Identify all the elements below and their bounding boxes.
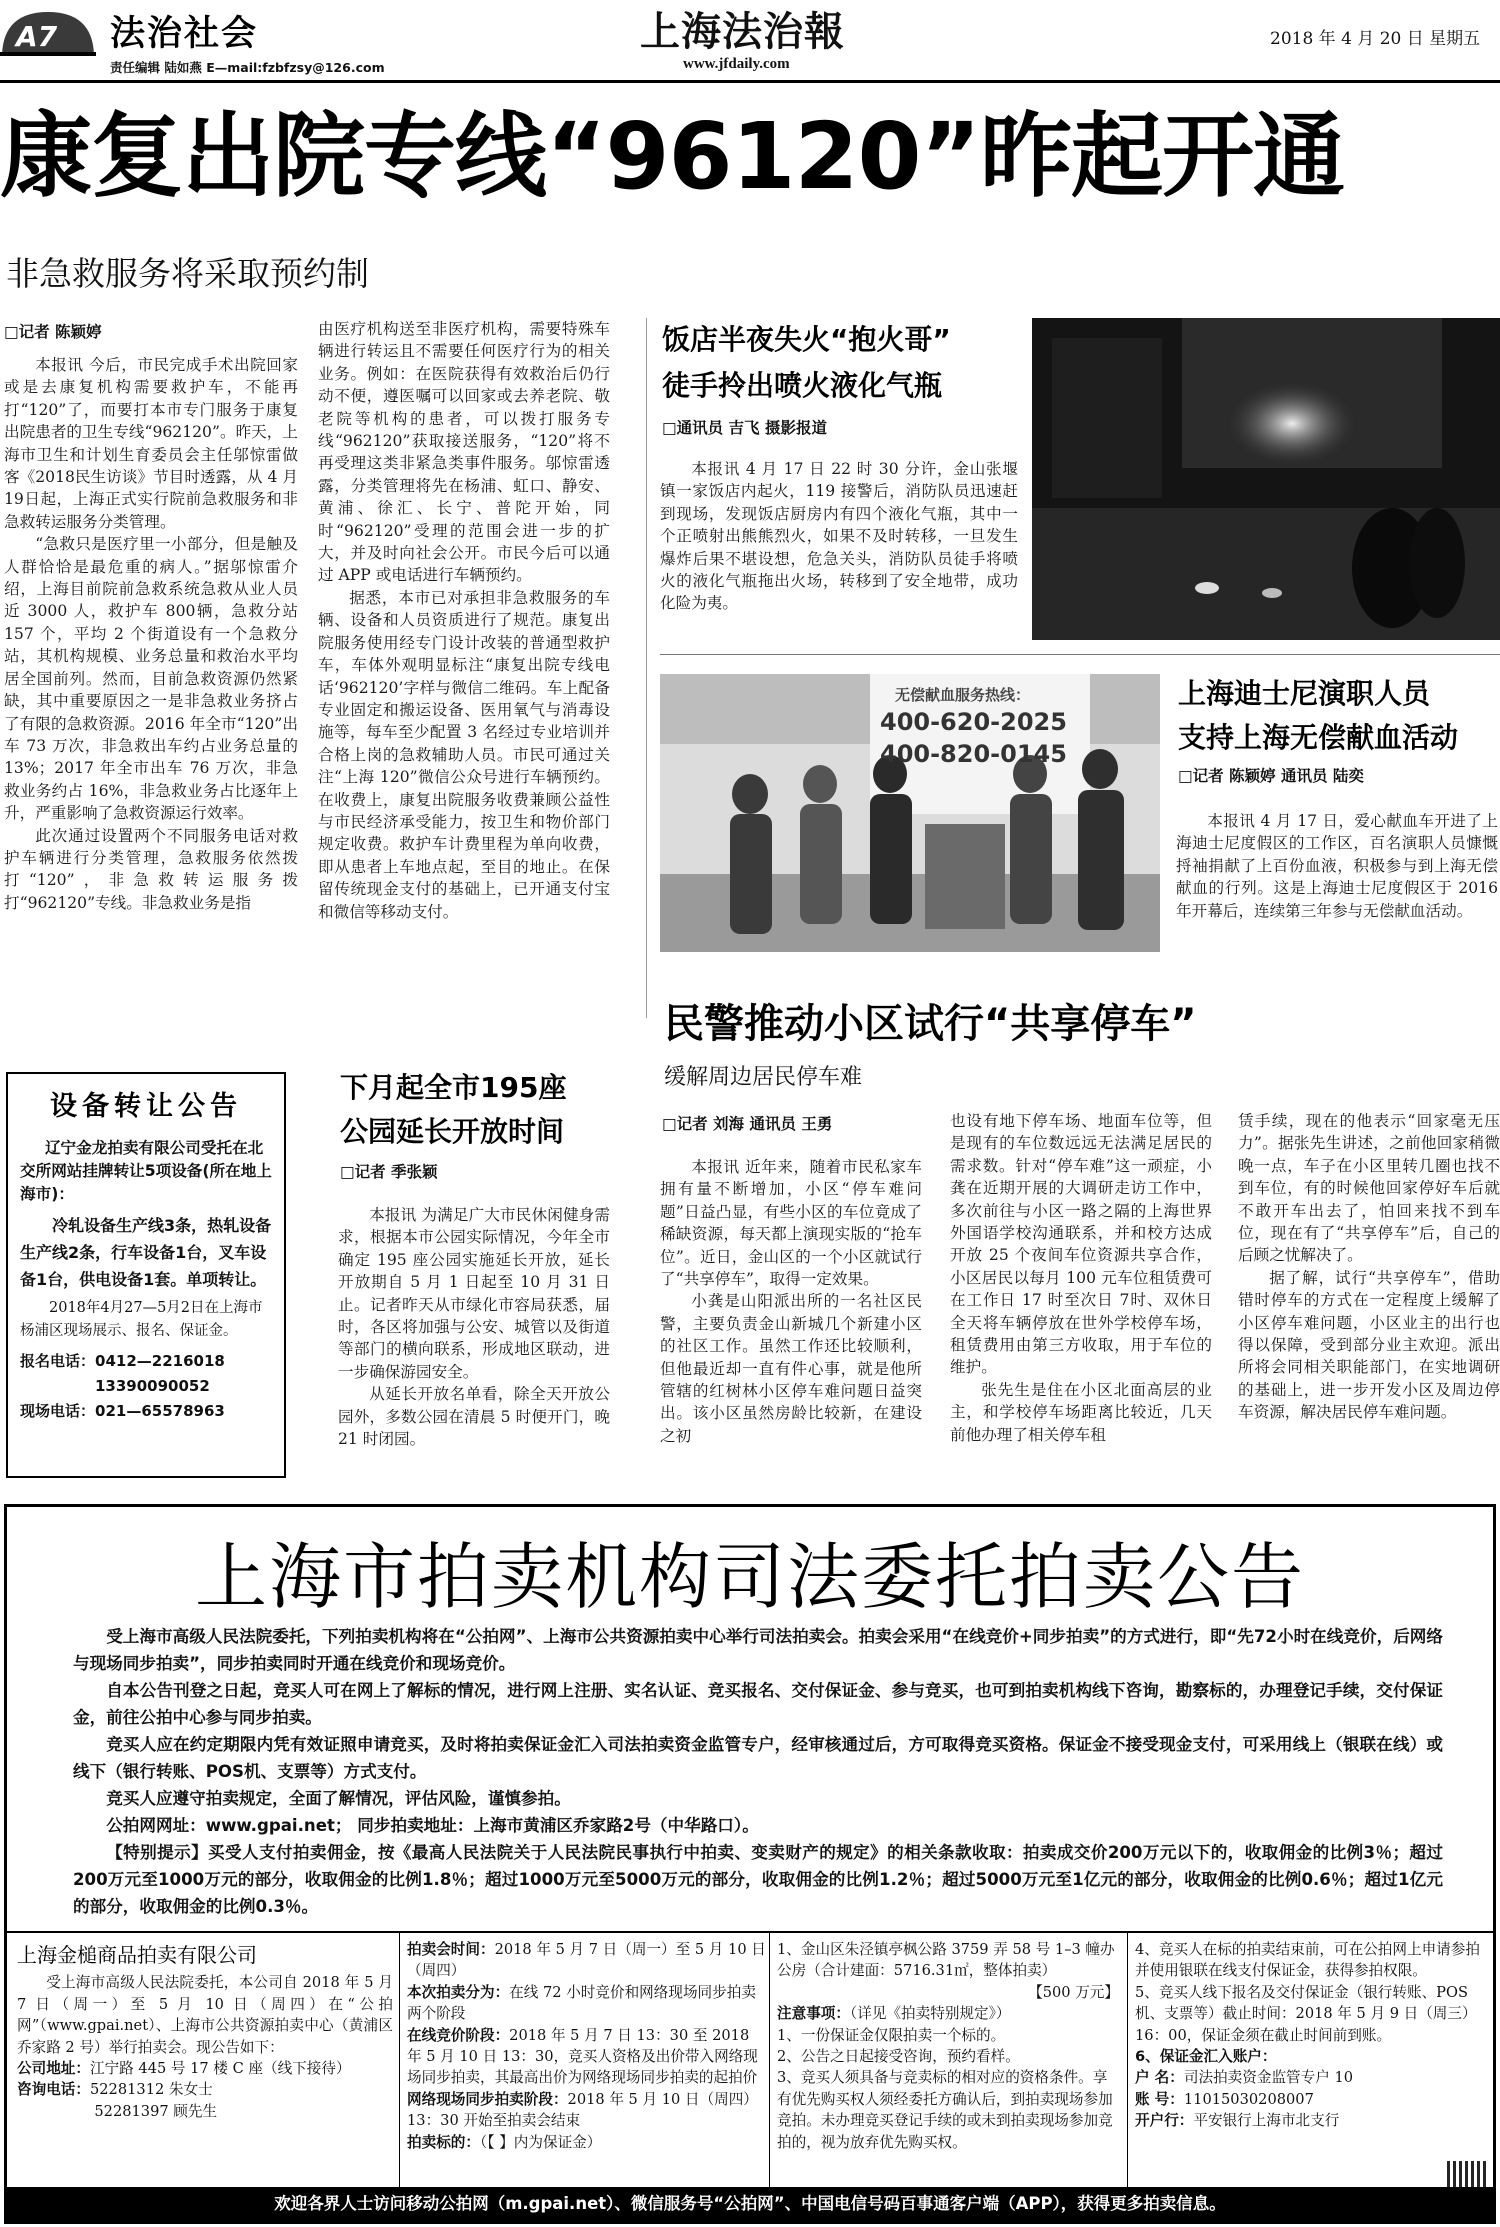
page-badge bbox=[0, 4, 96, 60]
auction-col-divider bbox=[769, 1933, 770, 2187]
auction-deposit: 【500 万元】 bbox=[1028, 1983, 1119, 2001]
lead-para: 此次通过设置两个不同服务电话对救护车辆进行分类管理，急救服务依然拨打“120”，非急救转运服务拨打“962120”专线。非急救业务是指 bbox=[4, 826, 298, 912]
auction-c2-item: 拍卖会时间：2018 年 5 月 7 日（周一）至 5 月 10 日（周四） bbox=[407, 1941, 766, 1980]
company-body: 受上海市高级人民法院委托，本公司自 2018 年 5 月 7 日（周一）至 5 月 10 日（周四）在“公拍网”（www.gpai.net）、上海市公共资源拍卖中心（黄浦区乔家路 2 号）举行拍卖会。现公告如下： bbox=[17, 1974, 393, 2056]
fire-headline-2: 徒手拎出喷火液化气瓶 bbox=[662, 369, 943, 402]
blood-para: 本报讯 4 月 17 日，爱心献血车开进了上海迪士尼度假区的工作区，百名演职人员慷慨捋袖捐献了上百份血液，积极参与到上海无偿献血的行列。这是上海迪士尼度假区于 2016 年开幕后，连续第三年参与无偿献血活动。 bbox=[1176, 812, 1498, 920]
park-body bbox=[338, 1204, 610, 1450]
acct-title: 6、保证金汇入账户： bbox=[1135, 2048, 1277, 2066]
share-para: 小龚是山阳派出所的一名社区民警，主要负责金山新城几个新建小区的社区工作。虽然工作还比较顺利，但他最近却一直有件心事，就是他所管辖的红树林小区停车难问题日益突出。该小区虽然房龄比较新，在建设之初 bbox=[660, 1292, 922, 1445]
acct-row: 账 号：11015030208007 bbox=[1135, 2090, 1314, 2108]
section-title: 法治社会 bbox=[110, 14, 259, 54]
auction-c3-item: 3、竞买人须具备与竞卖标的相对应的资格条件。享有优先购买权人须经委托方确认后，到拍卖现场参加竞拍。未办理竞买登记手续的或未到拍卖现场参加竞拍的，视为放弃优先购买权。 bbox=[777, 2069, 1113, 2151]
share-col-2 bbox=[950, 1110, 1212, 1446]
auction-footer-text: 欢迎各界人士访问移动公拍网（m.gpai.net）、微信服务号“公拍网”、中国电信号码百事通客户端（APP），获得更多拍卖信息。 bbox=[274, 2194, 1226, 2213]
park-byline: □记者 季张颖 bbox=[340, 1163, 438, 1181]
auction-para: 竞买人应在约定期限内凭有效证照申请竞买，及时将拍卖保证金汇入司法拍卖资金监管专户，经审核通过后，方可取得竞买资格。保证金不接受现金支付，可采用线上（银联在线）或线下（银行转账、POS机、支票等）方式支付。 bbox=[73, 1735, 1443, 1781]
note: （详见《拍卖特别规定》） bbox=[849, 2005, 1011, 2023]
column-divider bbox=[646, 318, 647, 1018]
acct-row: 开户行：平安银行上海市北支行 bbox=[1135, 2112, 1340, 2130]
sign-text-2: 400-620-2025 bbox=[880, 708, 1067, 736]
fire-para: 本报讯 4 月 17 日 22 时 30 分许，金山张堰镇一家饭店内起火，119 接警后，消防队员迅速赶到现场，发现饭店厨房内有四个液化气瓶，其中一个正喷射出熊熊烈火，如果不及时转移，一旦发生爆炸后果不堪设想，危急关头，消防队员徒手将喷火的液化气瓶拖出火场，转移到了安全地带，成功化险为夷。 bbox=[660, 460, 1018, 613]
section-divider bbox=[660, 654, 1500, 655]
issue-date: 2018 年 4 月 20 日 星期五 bbox=[1270, 29, 1481, 49]
auction-c2-item: 网络现场同步拍卖阶段：2018 年 5 月 10 日（周四）13：30 开始至拍卖会结束 bbox=[407, 2090, 758, 2130]
auction-notice bbox=[4, 1504, 1496, 2224]
auction-col-1 bbox=[17, 1939, 393, 2122]
share-subhead: 缓解周边居民停车难 bbox=[664, 1065, 863, 1090]
auction-para: 自本公告刊登之日起，竞买人可在网上了解标的情况，进行网上注册、实名认证、竞买报名、交付保证金、参与竞买，也可到拍卖机构线下咨询，勘察标的，办理登记手续，交付保证金，前往公拍中心参与同步拍卖。 bbox=[73, 1681, 1443, 1727]
share-byline: □记者 刘海 通讯员 王勇 bbox=[662, 1115, 833, 1133]
editor-line: 责任编辑 陆如燕 E—mail:fzbfzsy@126.com bbox=[110, 60, 385, 75]
auction-col-divider bbox=[1127, 1933, 1128, 2187]
park-para: 从延长开放名单看，除全天开放公园外，多数公园在清晨 5 时便开门，晚 21 时闭园。 bbox=[338, 1385, 610, 1449]
share-headline: 民警推动小区试行“共享停车” bbox=[664, 1001, 1197, 1047]
auction-title: 上海市拍卖机构司法委托拍卖公告 bbox=[194, 1535, 1305, 1619]
auction-c2-item: 拍卖标的：（【 】内为保证金） bbox=[407, 2133, 602, 2151]
lead-para: 据悉，本市已对承担非急救服务的车辆、设备和人员资质进行了规范。康复出院服务使用经专门设计改装的普通型救护车，车体外观明显标注“康复出院专线电话‘962120’字样与微信二维码。车上配备专业固定和搬运设备、医用氧气与消毒设施等，每车至少配置 3 名经过专业培训并合格上岗的急救辅助人员。市民可通过关注“上海 120”微信公众号进行车辆预约。在收费上，康复出院服务收费兼顾公益性与市民经济承受能力，按卫生和物价部门规定收费。救护车计费里程为单向收费，即从患者上车地点起，至目的地止。在保留传统现金支付的基础上，已开通支付宝和微信等移动支付。 bbox=[318, 588, 610, 921]
equip-site-phone[interactable]: 021—65578963 bbox=[95, 1402, 225, 1420]
tel-1[interactable]: 52281312 朱女士 bbox=[89, 2081, 213, 2099]
lead-para: “急救只是医疗里一小部分，但是触及人群恰恰是最危重的病人。”据邬惊雷介绍，上海目前院前急救系统急救从业人员近 3000 人，救护车 800辆，急救分站 157 个，平均 2 个街道设有一个急救分站，其机构规模、业务总量和救治水平均居全国前列。然而，目前急救资源仍然紧缺，其中重要原因之一是非急救业务挤占了有限的急救资源。2016 年全市“120”出车 73 万次，非急救出车约占业务总量的 13%；2017 年全市出车 76 万次，非急救业务约占 16%，非急救业务占比逐年上升，严重影响了急救资源运行效率。 bbox=[4, 535, 298, 823]
blood-photo bbox=[660, 674, 1160, 952]
lead-col-1 bbox=[4, 354, 298, 914]
equip-site-label: 现场电话： bbox=[20, 1402, 96, 1420]
masthead-rule bbox=[0, 80, 1500, 83]
fire-scene-image bbox=[1032, 318, 1500, 640]
auction-c3-item: 2、公告之日起接受咨询，预约看样。 bbox=[777, 2048, 1020, 2066]
auction-col-2 bbox=[407, 1939, 767, 2153]
fire-photo bbox=[1032, 318, 1500, 640]
equip-phone-1[interactable]: 0412—2216018 bbox=[95, 1352, 225, 1370]
auction-para: 公拍网网址：www.gpai.net； 同步拍卖地址：上海市黄浦区乔家路2号（中华路口）。 bbox=[106, 1816, 759, 1835]
auction-para: 【特别提示】买受人支付拍卖佣金，按《最高人民法院关于人民法院民事执行中拍卖、变卖财产的规定》的相关条款收取：拍卖成交价200万元以下的，收取佣金的比例3％；超过200万元至1000万元的部分，收取佣金的比例1.8％；超过1000万元至5000万元的部分，收取佣金的比例1.2％；超过5000万元至1亿元的部分，收取佣金的比例0.6％；超过1亿元的部分，收取佣金的比例0.3％。 bbox=[73, 1843, 1443, 1916]
equip-normal: 2018年4月27—5月2日在上海市杨浦区现场展示、报名、保证金。 bbox=[20, 1300, 263, 1339]
auction-c2-item: 本次拍卖分为：在线 72 小时竞价和网络现场同步拍卖两个阶段 bbox=[407, 1983, 756, 2023]
auction-para: 受上海市高级人民法院委托，下列拍卖机构将在“公拍网”、上海市公共资源拍卖中心举行司法拍卖会。拍卖会采用“在线竞价+同步拍卖”的方式进行，即“先72小时在线竞价，后网络与现场同步拍卖”，同步拍卖同时开通在线竞价和现场竞价。 bbox=[73, 1627, 1443, 1673]
acct-row: 户 名：司法拍卖资金监管专户 10 bbox=[1135, 2069, 1354, 2087]
lead-subhead: 非急救服务将采取预约制 bbox=[6, 254, 369, 293]
share-para: 本报讯 近年来，随着市民私家车拥有量不断增加，小区“停车难问题”日益凸显，有些小区的车位竟成了稀缺资源，每天都上演现实版的“抢车位”。近日，金山区的一个小区就试行了“共享停车”，取得一定效果。 bbox=[660, 1158, 922, 1289]
lead-para: 本报讯 今后，市民完成手术出院回家或是去康复机构需要救护车，不能再打“120”了，而要打本市专门服务于康复出院患者的卫生专线“962120”。昨天，上海市卫生和计划生育委员会主任邬惊雷做客《2018民生访谈》节目时透露，从 4 月 19日起，上海正式实行院前急救服务和非急救转运服务分类管理。 bbox=[4, 356, 298, 531]
company-name: 上海金槌商品拍卖有限公司 bbox=[17, 1943, 257, 1967]
share-col-1 bbox=[660, 1156, 922, 1447]
paper-url[interactable]: www.jfdaily.com bbox=[683, 56, 790, 72]
blood-headline-1: 上海迪士尼演职人员 bbox=[1178, 677, 1431, 710]
auction-footer bbox=[7, 2187, 1493, 2221]
addr-label: 公司地址： bbox=[17, 2060, 90, 2078]
park-para: 本报讯 为满足广大市民休闲健身需求，根据本市公园实际情况，今年全市确定 195 座公园实施延长开放，延长开放期自 5 月 1 日起至 10 月 31 日止。记者昨天从市绿化市容局获悉，届时，各区将加强与公安、城管以及街道等部门的横向联系，形成地区联动，进一步确保游园安全。 bbox=[338, 1206, 610, 1381]
auction-c2-item: 在线竞价阶段：2018 年 5 月 7 日 13：30 至 2018 年 5 月 10 日 13：30，竞买人资格及出价带入网络现场同步拍卖，其最高出价为网络现场同步拍卖的起拍价 bbox=[407, 2026, 758, 2087]
equip-phone-label: 报名电话： bbox=[20, 1352, 96, 1370]
equip-bold-2: 冷轧设备生产线3条，热轧设备生产线2条，行车设备1台，叉车设备1台，供电设备1套。单项转让。 bbox=[20, 1216, 272, 1289]
auction-c4-item: 5、竞买人线下报名及交付保证金（银行转账、POS机、支票等）截止时间：2018 年 5 月 9 日（周三）16：00，保证金须在截止时间前到账。 bbox=[1135, 1983, 1477, 2044]
share-para: 赁手续，现在的他表示“回家毫无压力”。据张先生讲述，之前他回家稍微晚一点，车子在小区里转几圈也找不到车位，有的时候他回家停好车后就不敢开车出去了，怕回来找不到车位，现在有了“共享停车”后，自己的后顾之忧解决了。 bbox=[1238, 1112, 1500, 1265]
addr: 江宁路 445 号 17 楼 C 座（线下接待） bbox=[89, 2060, 351, 2078]
sign-text-3: 400-820-0145 bbox=[880, 740, 1067, 768]
page-number: A7 bbox=[16, 20, 58, 53]
blood-byline: □记者 陈颖婷 通讯员 陆奕 bbox=[1178, 767, 1364, 785]
auction-rule bbox=[7, 1931, 1493, 1933]
auction-c4-item: 4、竞买人在标的拍卖结束前，可在公拍网上申请参拍并使用银联在线支付保证金，获得参拍权限。 bbox=[1135, 1941, 1480, 1980]
auction-col-4 bbox=[1135, 1939, 1485, 2132]
tel-label: 咨询电话： bbox=[17, 2081, 90, 2099]
fire-body bbox=[660, 458, 1018, 615]
blood-body bbox=[1176, 810, 1498, 922]
note-label: 注意事项： bbox=[777, 2005, 850, 2023]
share-para: 据了解，试行“共享停车”，借助错时停车的方式在一定程度上缓解了小区停车难问题，小区业主的出行也得以保障，受到部分业主欢迎。派出所将会同相关职能部门，在实地调研的基础上，进一步开发小区及周边停车资源，解决居民停车难问题。 bbox=[1238, 1268, 1500, 1422]
blood-headline-2: 支持上海无偿献血活动 bbox=[1178, 721, 1459, 754]
park-headline-1: 下月起全市195座 bbox=[340, 1071, 567, 1104]
sign-text-1: 无偿献血服务热线： bbox=[895, 686, 1031, 704]
fire-byline: □通讯员 吉飞 摄影报道 bbox=[662, 419, 827, 437]
lead-para: 由医疗机构送至非医疗机构，需要特殊车辆进行转运且不需要任何医疗行为的相关业务。例如：在医院获得有效救治后仍行动不便，遵医嘱可以回家或去养老院、敬老院等机构的患者，可以拨打服务专线“962120”获取接送服务，“120”将不再受理这类非紧急类事件服务。邬惊雷透露，分类管理将先在杨浦、虹口、静安、黄浦、徐汇、长宁、普陀开始，同时“962120”受理的范围会进一步的扩大，并及时向社会公开。市民今后可以通过 APP 或电话进行车辆预约。 bbox=[318, 320, 610, 585]
equip-bold-1: 辽宁金龙拍卖有限公司受托在北交所网站挂牌转让5项设备(所在地上海市)： bbox=[20, 1139, 272, 1203]
auction-col-divider bbox=[399, 1933, 400, 2187]
paper-name: 上海法治報 bbox=[640, 8, 845, 55]
equipment-notice bbox=[6, 1072, 286, 1478]
fire-headline-1: 饭店半夜失火“抱火哥” bbox=[662, 323, 951, 356]
lead-col-2 bbox=[318, 318, 610, 923]
auction-col-3 bbox=[777, 1939, 1119, 2153]
lead-headline: 康复出院专线“96120”昨起开通 bbox=[0, 103, 1344, 210]
tel-2[interactable]: 52281397 顾先生 bbox=[94, 2102, 218, 2120]
auction-para: 竞买人应遵守拍卖规定，全面了解情况，评估风险，谨慎参拍。 bbox=[106, 1789, 571, 1808]
equip-phone-2[interactable]: 13390090052 bbox=[95, 1377, 210, 1395]
auction-lot: 1、金山区朱泾镇亭枫公路 3759 弄 58 号 1–3 幢办公房（合计建面：5716.31㎡，整体拍卖） bbox=[777, 1941, 1115, 1980]
park-headline-2: 公园延长开放时间 bbox=[340, 1115, 565, 1148]
auction-body bbox=[73, 1623, 1443, 1920]
lead-byline: □记者 陈颖婷 bbox=[4, 323, 102, 341]
share-col-3 bbox=[1238, 1110, 1500, 1424]
share-para: 也设有地下停车场、地面车位等，但是现有的车位数远远无法满足居民的需求数。针对“停车难”这一顽症，小龚在近期开展的大调研走访工作中，多次前往与小区一路之隔的上海世界外国语学校沟通联系，并和校方达成开放 25 个夜间车位资源共享合作，小区居民以每月 100 元车位租赁费可在工作日 17 时至次日 7时、双休日全天将车辆停放在世外学校停车场，租赁费用由第三方收取，用于车位的维护。 bbox=[950, 1112, 1212, 1377]
share-para: 张先生是住在小区北面高层的业主，和学校停车场距离比较近，几天前他办理了相关停车租 bbox=[950, 1380, 1212, 1444]
auction-c3-item: 1、一份保证金仅限拍卖一个标的。 bbox=[777, 2026, 1006, 2044]
equip-title: 设备转让公告 bbox=[50, 1091, 242, 1122]
